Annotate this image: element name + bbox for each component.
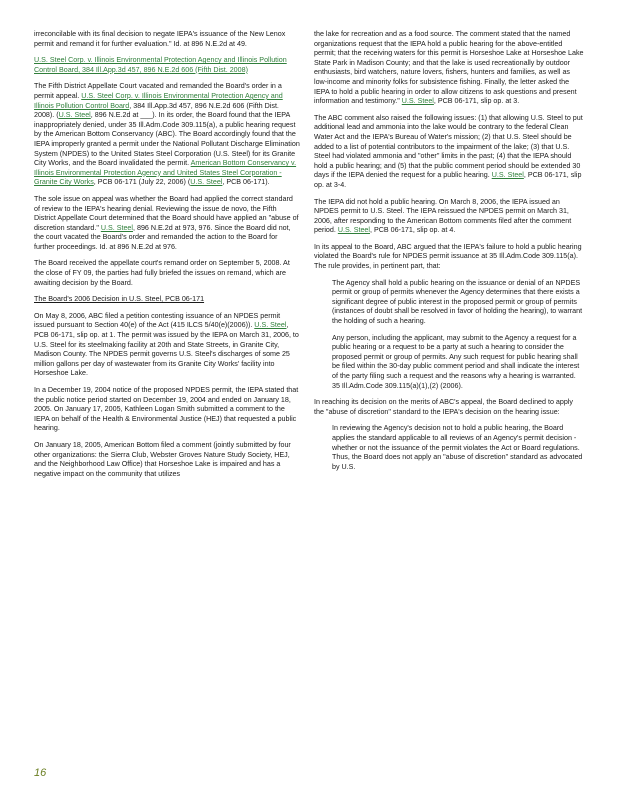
case-link[interactable]: U.S. Steel (337, 226, 370, 235)
case-citation-heading (34, 56, 300, 75)
paragraph: The IEPA did not hold a public hearing. On March 8, 2006, the IEPA issued an NPDES permit to U.S. Steel. The IEPA reissued the NPDES permit on March 31, 2006, after responding to the American Bottom comments filed after the comment period. U.S. Steel, PCB 06-171, slip op. at 4. (314, 197, 572, 235)
case-link[interactable]: American Bottom Conservancy v. Illinois Environmental Protection Agency and United States Steel Corporation - Granite City Works (34, 159, 297, 187)
case-link[interactable]: U.S. Steel (491, 171, 524, 180)
block-quote: The Agency shall hold a public hearing on the issuance or denial of an NPDES permit or group of permits whenever the Agency determines that there exists a significant degree of public interest in the proposed permit or group of permits (instances of doubt shall be resolved in favor of holding the hearing), to warrant the holding of such a hearing. (332, 278, 583, 326)
right-column (314, 30, 584, 479)
paragraph: The ABC comment also raised the following issues: (1) that allowing U.S. Steel to put additional lead and ammonia into the lake would be contrary to the federal Clean Water Act and the IEPA's Bureau of Water's mission; (2) that U.S. Steel should be added to a list of potential contributors to the impairment of the lake; (3) that U.S. Steel had violated ammonia and "other" limits in the past; (4) that the IEPA should hold a public hearing; and (5) that the public comment period should be extended 30 days if the IEPA denied the request for a public hearing. U.S. Steel, PCB 06-171, slip op. at 3-4. (314, 113, 583, 189)
case-link[interactable]: U.S. Steel (401, 97, 434, 106)
paragraph: On January 18, 2005, American Bottom filed a comment (jointly submitted by four other organizations: the Sierra Club, Webster Groves Nature Study Society, HEJ, and the Neighborhood Law Office) that Horseshoe Lake is impaired and has a negative impact on the community that utilizes (34, 440, 291, 478)
block-quote: In reviewing the Agency's decision not to hold a public hearing, the Board applies the standard applicable to all reviews of an Agency's permit decision - whether or not the issuance of the permit violates the Act or Board regulations. Thus, the Board does not apply an "abuse of discretion" standard as advocated by U.S. (332, 424, 583, 471)
paragraph (34, 30, 300, 49)
case-citation[interactable]: , 384 Ill.App.3d 457, 896 N.E.2d 606 (Fifth Dist. 2008) (78, 65, 248, 74)
section-heading: The Board's 2006 Decision in U.S. Steel, PCB 06-171 (34, 295, 205, 304)
case-link[interactable]: U.S. Steel (100, 223, 133, 232)
case-link[interactable]: U.S. Steel (58, 111, 91, 120)
paragraph: the lake for recreation and as a food source. The comment stated that the named organizations request that the IEPA hold a public hearing for the above-entitled permit; that the receiving waters for this permit is Horseshoe Lake at Horseshoe Lake State Park in Madison County; and that the lake is used recreationally by outdoor enthusiasts, bird watchers, nature lovers, fishers, hunters and families, as well as low-income and minority folks for subsistence fishing. Finally, the letter asked the IEPA to hold a public hearing in order to allow citizens to ask questions and present information and testimony." U.S. Steel, PCB 06-171, slip op. at 3. (314, 30, 584, 106)
paragraph: In reaching its decision on the merits of ABC's appeal, the Board declined to apply the "abuse of discretion" standard to the IEPA's decision on the hearing issue: (314, 398, 573, 416)
case-link[interactable]: U.S. Steel (190, 178, 223, 187)
paragraph: The Fifth District Appellate Court vacated and remanded the Board's order in a permit appeal. U.S. Steel Corp. v. Illinois Environmental Protection Agency and Illinois Pollution Control Board, 384 Ill.App.3d 457, 896 N.E.2d 606 (Fifth Dist. 2008). (U.S. Steel, 896 N.E.2d at ___). In its order, the Board found that the IEPA inappropriately denied, under 35 Ill.Adm.Code 309.115(a), a public hearing request by the American Bottom Conservancy (ABC). The Board accordingly found that the IEPA improperly granted a permit under the National Pollutant Discharge Elimination System (NPDES) to the United States Steel Corporation (U.S. Steel) for its Granite City Works, and the Board invalidated the permit. American Bottom Conservancy v. Illinois Environmental Protection Agency and United States Steel Corporation - Granite City Works, PCB 06-171 (July 22, 2006) (U.S. Steel, PCB 06-171). (34, 82, 300, 187)
paragraph: On May 8, 2006, ABC filed a petition contesting issuance of an NPDES permit issued pursuant to Section 40(e) of the Act (415 ILCS 5/40(e)(2006)). U.S. Steel, PCB 06-171, slip op. at 1. The permit was issued by the IEPA on March 31, 2006, to U.S. Steel for its steelmaking facility at 20th and State Streets, in Granite City, Madison County. The NPDES permit governs U.S. Steel's discharges of some 25 million gallons per day of wastewater from its Granite City Works' facility into Horseshoe Lake. (34, 311, 299, 378)
block-quote: Any person, including the applicant, may submit to the Agency a request for a public hearing or a request to be a party at such a hearing to consider the proposed permit or group of permits. Any such request for public hearing shall be filed within the 30-day public comment period and shall indicate the interest of the party filing such a request and the reasons why a hearing is warranted. 35 Ill.Adm.Code 309.115(a)(1),(2) (2006). (332, 333, 580, 390)
paragraph: The sole issue on appeal was whether the Board had applied the correct standard of review to the IEPA's hearing denial. Reviewing the issue de novo, the Fifth District Appellate Court determined that the Board should have applied an "abuse of discretion standard." U.S. Steel, 896 N.E.2d at 973, 976. Since the Board did not, the court vacated the Board's order and remanded the action to the Board for further proceedings. Id. at 896 N.E.2d at 976. (34, 194, 299, 251)
case-link[interactable]: U.S. Steel Corp. v. Illinois Environmental Protection Agency and Illinois Pollution Control Board (34, 56, 287, 74)
case-link[interactable]: U.S. Steel Corp. v. Illinois Environmental Protection Agency and Illinois Pollution Control Board (34, 91, 283, 110)
text: irreconcilable with its final decision to negate IEPA's issuance of the New Lenox permit and remand it for further evaluation." Id. at 896 N.E.2d at 49. (34, 30, 286, 48)
left-column (34, 30, 300, 486)
case-link[interactable]: U.S. Steel (254, 321, 287, 330)
paragraph: In a December 19, 2004 notice of the proposed NPDES permit, the IEPA stated that the public notice period started on December 19, 2004 and ended on January 18, 2005. On January 17, 2005, Kathleen Logan Smith submitted a comment to the IEPA on behalf of the Health & Environmental Justice (HEJ) that requested a public hearing. (34, 386, 299, 433)
paragraph: The Board received the appellate court's remand order on September 5, 2008. At the close of FY 09, the parties had fully briefed the issues on remand, which are awaiting decision by the Board. (34, 259, 290, 287)
paragraph: In its appeal to the Board, ABC argued that the IEPA's failure to hold a public hearing violated the Board's rule for NPDES permit issuance at 35 Ill.Adm.Code 309.115(a). The rule provides, in pertinent part, that: (314, 242, 582, 271)
page-number: 16 (34, 767, 47, 779)
